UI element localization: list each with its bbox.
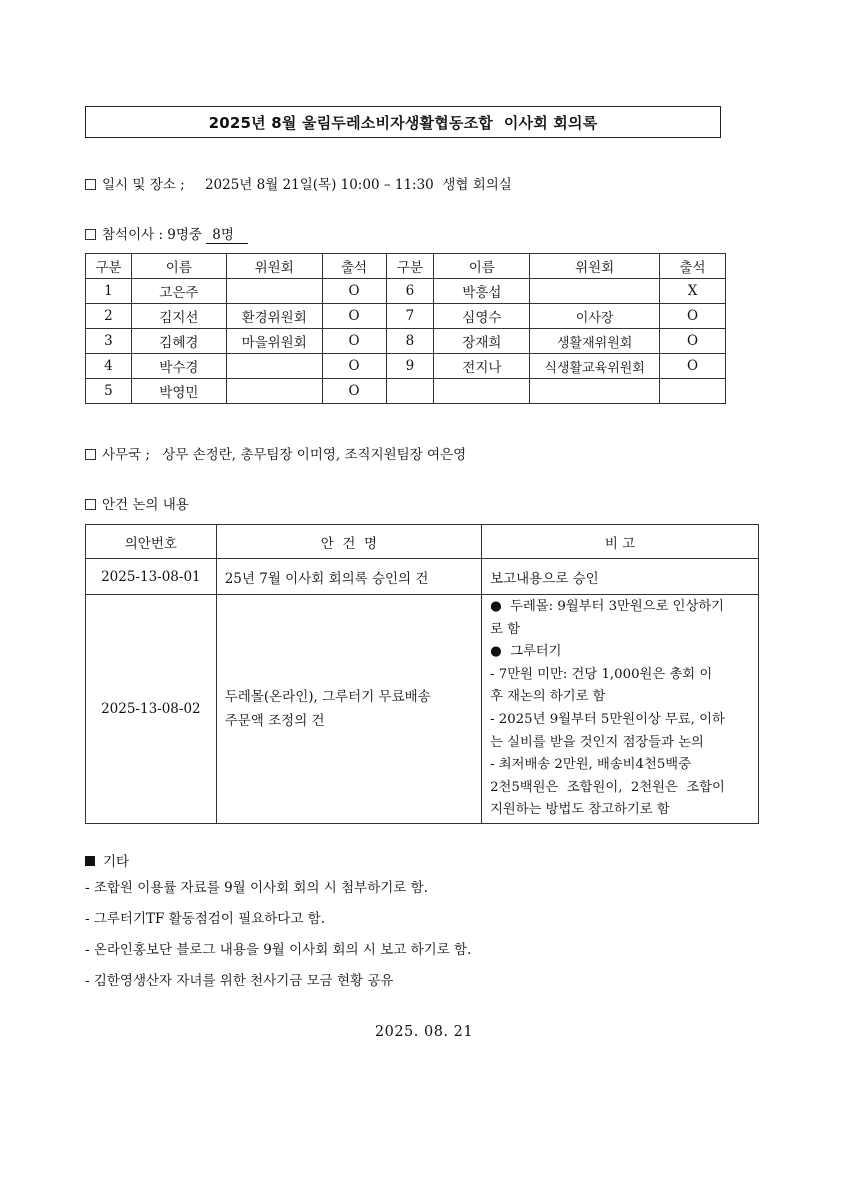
document-date: 2025. 08. 21 bbox=[374, 1024, 474, 1040]
agenda-note-line: ● 두레몰: 9월부터 3만원으로 인상하기 bbox=[490, 599, 725, 615]
datetime-value: 2025년 8월 21일(목) 10:00 – 11:30 생협 회의실 bbox=[204, 177, 512, 193]
attendance-cell: 7 bbox=[386, 304, 434, 329]
attendance-cell: 8 bbox=[386, 329, 434, 354]
attendance-header-cell: 구분 bbox=[386, 254, 434, 279]
attendance-header-row bbox=[86, 254, 726, 279]
attendance-cell: O bbox=[322, 329, 386, 354]
datetime-label: 일시 및 장소 ; bbox=[102, 177, 185, 193]
agenda-name-line: 25년 7월 이사회 회의록 승인의 건 bbox=[224, 570, 429, 587]
checkbox-square-icon bbox=[85, 229, 96, 240]
attendance-cell: O bbox=[660, 354, 726, 379]
attendance-cell: 생활재위원회 bbox=[530, 329, 660, 354]
attendance-cell: O bbox=[322, 304, 386, 329]
agenda-header-number: 의안번호 bbox=[86, 525, 217, 559]
attendance-row bbox=[86, 329, 726, 354]
attendance-cell: 6 bbox=[386, 279, 434, 304]
attendance-cell bbox=[226, 354, 322, 379]
agenda-heading bbox=[85, 493, 189, 513]
etc-heading bbox=[85, 850, 129, 870]
attendance-cell bbox=[386, 379, 434, 404]
attendance-cell: 전지나 bbox=[434, 354, 530, 379]
attendance-header-cell: 출석 bbox=[322, 254, 386, 279]
checkbox-square-icon bbox=[85, 179, 96, 190]
agenda-note-line: 후 재논의 하기로 함 bbox=[490, 689, 606, 705]
agenda-label: 안건 논의 내용 bbox=[102, 497, 189, 513]
agenda-note-line: 보고내용으로 승인 bbox=[490, 570, 599, 587]
attendance-cell bbox=[226, 379, 322, 404]
attendance-cell: 박수경 bbox=[131, 354, 226, 379]
attendance-row bbox=[86, 379, 726, 404]
attendance-row bbox=[86, 279, 726, 304]
attendance-cell: 2 bbox=[86, 304, 132, 329]
agenda-note-line: 는 실비를 받을 것인지 점장들과 논의 bbox=[490, 734, 704, 750]
secretariat-label: 사무국 ; bbox=[102, 447, 150, 463]
etc-item: - 그루터기TF 활동점검이 필요하다고 함. bbox=[85, 911, 326, 927]
agenda-note bbox=[482, 595, 759, 824]
attendance-cell: 환경위원회 bbox=[226, 304, 322, 329]
agenda-note-line: 지원하는 방법도 참고하기로 함 bbox=[490, 802, 670, 818]
agenda-note bbox=[482, 559, 759, 595]
attendance-cell bbox=[530, 279, 660, 304]
agenda-row bbox=[86, 559, 759, 595]
agenda-header-row bbox=[86, 525, 759, 559]
attendance-cell bbox=[660, 379, 726, 404]
attendance-cell: O bbox=[660, 304, 726, 329]
attendance-cell bbox=[530, 379, 660, 404]
attendance-cell: 김혜경 bbox=[131, 329, 226, 354]
attendance-cell: X bbox=[660, 279, 726, 304]
attendance-header-cell: 구분 bbox=[86, 254, 132, 279]
attendance-header-cell: 출석 bbox=[660, 254, 726, 279]
agenda-header-note: 비 고 bbox=[482, 525, 759, 559]
agenda-number: 2025-13-08-01 bbox=[86, 559, 217, 595]
agenda-note-line: 로 함 bbox=[490, 621, 520, 637]
attendance-table bbox=[85, 253, 726, 404]
attendance-cell: 5 bbox=[86, 379, 132, 404]
agenda-note-line: - 2025년 9월부터 5만원이상 무료, 이하 bbox=[490, 712, 725, 727]
agenda-note-line: 2천5백원은 조합원이, 2천원은 조합이 bbox=[490, 779, 725, 795]
attendance-cell: O bbox=[322, 354, 386, 379]
attendance-line bbox=[85, 223, 248, 244]
attendance-cell: 마을위원회 bbox=[226, 329, 322, 354]
attendance-cell: 1 bbox=[86, 279, 132, 304]
attendance-label: 참석이사 : 9명중 bbox=[102, 227, 202, 243]
attendance-header-cell: 이름 bbox=[131, 254, 226, 279]
attendance-cell: 3 bbox=[86, 329, 132, 354]
attendance-cell: 이사장 bbox=[530, 304, 660, 329]
etc-item: - 온라인홍보단 블로그 내용을 9월 이사회 회의 시 보고 하기로 함. bbox=[85, 942, 472, 958]
agenda-note-line: ● 그루터기 bbox=[490, 644, 562, 660]
attendance-cell: 9 bbox=[386, 354, 434, 379]
agenda-name-line: 두레몰(온라인), 그루터기 무료배송 bbox=[224, 689, 431, 705]
secretariat-value: 상무 손정란, 총무팀장 이미영, 조직지원팀장 여은영 bbox=[162, 447, 467, 463]
attendance-cell: 심영수 bbox=[434, 304, 530, 329]
attendance-cell bbox=[226, 279, 322, 304]
attendance-cell: 4 bbox=[86, 354, 132, 379]
attendance-cell bbox=[434, 379, 530, 404]
attendance-count: 8명 bbox=[206, 223, 248, 244]
agenda-name bbox=[216, 559, 481, 595]
agenda-note-line: - 7만원 미만: 건당 1,000원은 총회 이 bbox=[490, 666, 713, 682]
attendance-cell: 장재희 bbox=[434, 329, 530, 354]
agenda-row bbox=[86, 595, 759, 824]
datetime-line bbox=[85, 173, 512, 193]
checkbox-square-icon bbox=[85, 449, 96, 460]
etc-item: - 조합원 이용률 자료를 9월 이사회 회의 시 첨부하기로 함. bbox=[85, 880, 428, 896]
agenda-note-line: - 최저배송 2만원, 배송비4천5백중 bbox=[490, 757, 691, 773]
agenda-name-line: 주문액 조정의 건 bbox=[224, 713, 325, 729]
attendance-row bbox=[86, 304, 726, 329]
agenda-number: 2025-13-08-02 bbox=[86, 595, 217, 824]
attendance-header-cell: 위원회 bbox=[530, 254, 660, 279]
filled-square-icon bbox=[85, 856, 95, 866]
attendance-header-cell: 이름 bbox=[434, 254, 530, 279]
title-text: 2025년 8월 울림두레소비자생활협동조합 이사회 회의록 bbox=[208, 113, 598, 132]
attendance-cell: 식생활교육위원회 bbox=[530, 354, 660, 379]
attendance-header-cell: 위원회 bbox=[226, 254, 322, 279]
checkbox-square-icon bbox=[85, 499, 96, 510]
agenda-header-name: 안 건 명 bbox=[216, 525, 481, 559]
agenda-table bbox=[85, 524, 759, 824]
attendance-cell: 김지선 bbox=[131, 304, 226, 329]
agenda-name bbox=[216, 595, 481, 824]
etc-label: 기타 bbox=[103, 854, 130, 870]
etc-item: - 김한영생산자 자녀를 위한 천사기금 모금 현황 공유 bbox=[85, 973, 394, 989]
attendance-row bbox=[86, 354, 726, 379]
attendance-cell: 고은주 bbox=[131, 279, 226, 304]
attendance-cell: O bbox=[660, 329, 726, 354]
attendance-cell: O bbox=[322, 279, 386, 304]
secretariat-line bbox=[85, 443, 466, 463]
attendance-cell: 박영민 bbox=[131, 379, 226, 404]
attendance-cell: O bbox=[322, 379, 386, 404]
document-title bbox=[85, 106, 721, 138]
attendance-cell: 박흥섭 bbox=[434, 279, 530, 304]
